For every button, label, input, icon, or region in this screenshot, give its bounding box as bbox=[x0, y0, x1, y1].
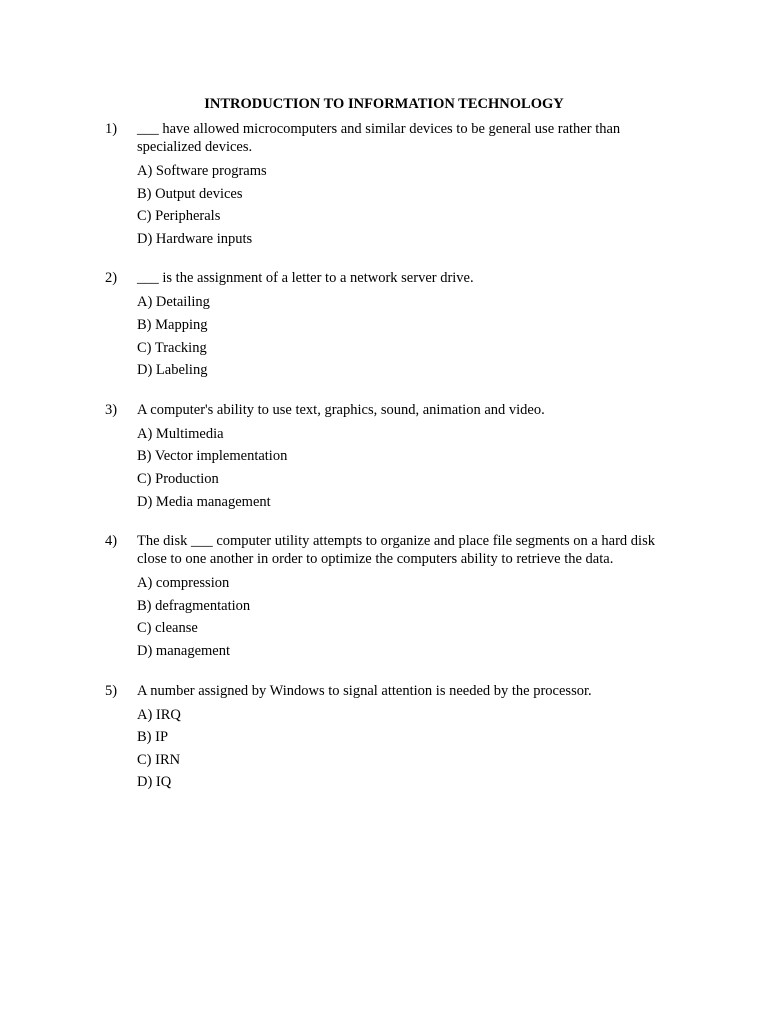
answer-choice: D) Hardware inputs bbox=[137, 230, 253, 247]
answer-choice: B) Mapping bbox=[137, 316, 208, 333]
question-list bbox=[0, 120, 768, 813]
answer-choice: D) IQ bbox=[137, 774, 172, 791]
question-number: 3) bbox=[105, 401, 118, 418]
question-text: The disk ___ computer utility attempts to organize and place file segments on a hard disk close to one another in order to optimize the computers ability to retrieve the data. bbox=[137, 533, 655, 568]
answer-choice: A) IRQ bbox=[137, 706, 181, 723]
answer-choice: C) Production bbox=[137, 470, 219, 487]
answer-choice: C) Peripherals bbox=[137, 208, 221, 225]
question-body bbox=[137, 269, 667, 381]
answer-choice: D) Media management bbox=[137, 493, 271, 510]
answer-choice: C) IRN bbox=[137, 751, 181, 768]
question-body bbox=[137, 401, 667, 513]
answer-choice: B) Vector implementation bbox=[137, 448, 288, 465]
question-number: 2) bbox=[105, 270, 118, 287]
answer-choice: C) Tracking bbox=[137, 339, 207, 356]
question-item bbox=[0, 120, 768, 250]
question-item bbox=[0, 682, 768, 794]
document-title: INTRODUCTION TO INFORMATION TECHNOLOGY bbox=[204, 96, 564, 112]
answer-choice: B) IP bbox=[137, 729, 169, 746]
question-text: ___ is the assignment of a letter to a network server drive. bbox=[137, 270, 474, 287]
answer-choice: A) compression bbox=[137, 575, 230, 592]
answer-choice: D) Labeling bbox=[137, 362, 208, 379]
question-item bbox=[0, 269, 768, 381]
question-body bbox=[137, 120, 667, 250]
question-text: A computer's ability to use text, graphics, sound, animation and video. bbox=[137, 401, 545, 418]
question-number: 5) bbox=[105, 682, 118, 699]
answer-choice: A) Detailing bbox=[137, 294, 210, 311]
question-item bbox=[0, 532, 768, 662]
question-text: ___ have allowed microcomputers and similar devices to be general use rather than specialized devices. bbox=[137, 121, 621, 155]
answer-choice: C) cleanse bbox=[137, 620, 198, 637]
question-body bbox=[137, 682, 667, 794]
answer-choice: D) management bbox=[137, 642, 231, 659]
question-number: 4) bbox=[105, 533, 118, 550]
answer-choice: B) Output devices bbox=[137, 185, 243, 202]
question-number: 1) bbox=[105, 121, 118, 137]
answer-choice: A) Software programs bbox=[137, 163, 267, 179]
answer-choice: B) defragmentation bbox=[137, 597, 251, 614]
answer-choice: A) Multimedia bbox=[137, 425, 224, 442]
question-body bbox=[137, 532, 667, 662]
question-text: A number assigned by Windows to signal attention is needed by the processor. bbox=[137, 682, 592, 699]
question-item bbox=[0, 401, 768, 513]
